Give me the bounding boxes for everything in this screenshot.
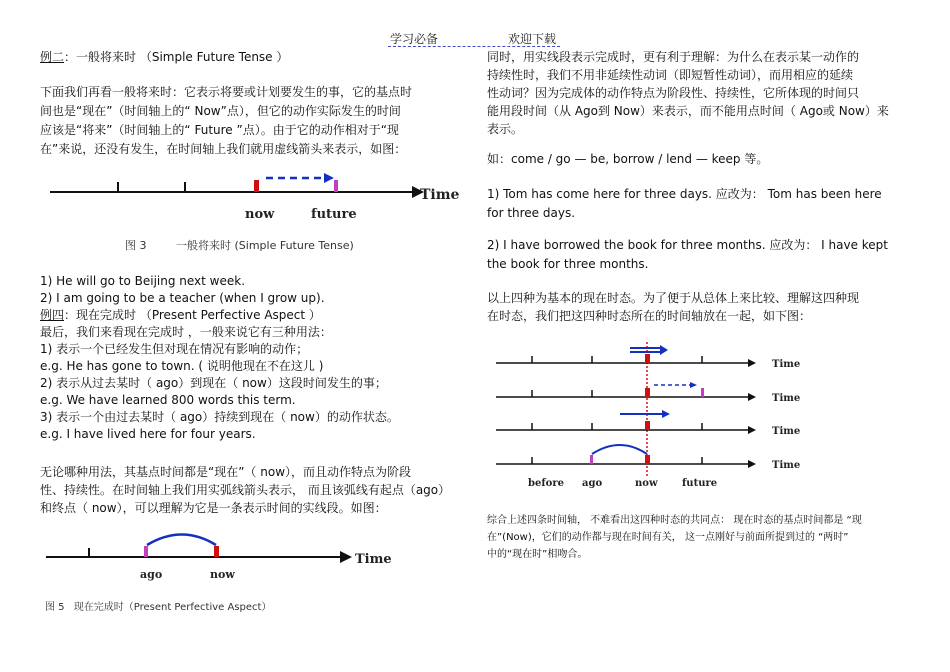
example-line: 2) I have borrowed the book for three months. 应改为： I have kept	[487, 238, 888, 252]
para-line: 综合上述四条时间轴， 不难看出这四种时态的共同点： 现在时态的基点时间都是 “现	[487, 515, 862, 526]
now-marker	[645, 388, 650, 397]
future-marker	[334, 180, 338, 192]
para-line: 和终点（ now），可以理解为它是一条表示时间的实线段。如图：	[40, 501, 387, 515]
label-before: before	[528, 478, 564, 489]
axis-arrowhead	[748, 393, 756, 401]
right-example-1	[487, 185, 882, 223]
header-left: 学习必备	[390, 32, 439, 46]
now-label: now	[245, 207, 275, 222]
usage-line: e.g. We have learned 800 words this term.	[40, 393, 296, 407]
double-arrowhead	[660, 345, 668, 355]
axis-arrowhead	[748, 359, 756, 367]
usage-line: 3) 表示一个由过去某时（ ago）持续到现在（ now）的动作状态。	[40, 410, 399, 424]
dashed-arrowhead	[324, 173, 334, 183]
future-label: future	[311, 207, 357, 222]
right-example-2	[487, 236, 888, 274]
figure-3-caption	[125, 237, 354, 253]
figure-5-timeline	[40, 530, 400, 586]
example4-title-text: ：现在完成时 （Present Perfective Aspect ）	[64, 308, 321, 322]
para-line: 能用段时间（从 Ago到 Now）来表示，而不能用点时间（ Ago或 Now）来	[487, 104, 889, 118]
ago-marker	[144, 546, 148, 557]
para-line: 以上四种为基本的现在时态。为了便于从总体上来比较、理解这四种现	[487, 291, 860, 305]
example4-title	[40, 307, 399, 324]
right-paragraph-1	[487, 48, 889, 138]
example2-title-text: ：一般将来时 （Simple Future Tense ）	[64, 50, 289, 64]
usage-line: e.g. I have lived here for four years.	[40, 427, 256, 441]
para-line: 在”(Now)，它们的动作都与现在时间有关， 这一点刚好与前面所提到过的 “两时”	[487, 532, 849, 543]
para-line: 表示。	[487, 122, 524, 136]
perfect-paragraph	[40, 463, 450, 517]
para-line: 应该是“将来”（时间轴上的“ Future ”点）。由于它的动作相对于“现	[40, 123, 399, 137]
figure-3-text: 一般将来时 (Simple Future Tense)	[176, 239, 354, 252]
page-header	[388, 30, 560, 47]
header-right: 欢迎下载	[508, 32, 557, 46]
usage-line: 1) 表示一个已经发生但对现在情况有影响的动作；	[40, 342, 309, 356]
axis-arrowhead	[748, 426, 756, 434]
label-now: now	[635, 478, 658, 489]
axis-3-time: Time	[772, 426, 801, 437]
future-examples	[40, 273, 399, 443]
now-marker	[254, 180, 259, 192]
axis-arrowhead	[340, 551, 352, 563]
para-line: 间也是“现在”（时间轴上的“ Now”点），但它的动作实际发生的时间	[40, 104, 401, 118]
combined-timelines-figure	[490, 340, 840, 495]
axis-1-time: Time	[772, 359, 801, 370]
now-marker	[214, 546, 219, 557]
dashed-arrowhead	[690, 382, 697, 388]
summary-paragraph	[487, 512, 862, 563]
example-line: for three days.	[487, 206, 576, 220]
right-paragraph-2	[487, 289, 859, 325]
axis-4-time: Time	[772, 460, 801, 471]
figure-5-text: 现在完成时（Present Perfective Aspect）	[73, 602, 272, 613]
future-marker	[701, 388, 704, 397]
axis-arrowhead	[748, 460, 756, 468]
axis-2-time: Time	[772, 393, 801, 404]
future-intro-paragraph	[40, 83, 412, 159]
figure-5-number: 图 5	[45, 602, 65, 613]
figure-3-number: 图 3	[125, 239, 147, 252]
perfect-arc	[147, 535, 216, 546]
label-ago: ago	[582, 478, 603, 489]
para-line: 持续性时，我们不用非延续性动词（即短暂性动词），而用相应的延续	[487, 68, 854, 82]
para-line: 无论哪种用法，其基点时间都是“现在”（ now），而且动作特点为阶段	[40, 465, 412, 479]
now-marker	[645, 421, 650, 430]
ago-marker	[590, 455, 593, 464]
progressive-arrowhead	[662, 410, 670, 418]
time-label: Time	[355, 552, 392, 567]
perfect-intro: 最后，我们来看现在完成时 ，一般来说它有三种用法：	[40, 325, 332, 339]
para-line: 在”来说，还没有发生，在时间轴上我们就用虚线箭头来表示，如图：	[40, 142, 407, 156]
example4-label: 例四	[40, 308, 65, 322]
para-line: 同时，用实线段表示完成时，更有利于理解：为什么在表示某一动作的	[487, 50, 860, 64]
example2-title	[40, 50, 288, 65]
now-label: now	[210, 568, 235, 581]
example-line: 1) Tom has come here for three days. 应改为： Tom has been here	[487, 187, 882, 201]
para-line: 性动词？因为完成体的动作特点为阶段性、持续性，它所体现的时间只	[487, 86, 860, 100]
figure-5-caption	[45, 598, 271, 613]
usage-line: e.g. He has gone to town. ( 说明他现在不在这儿 )	[40, 359, 324, 373]
example-line: the book for three months.	[487, 257, 649, 271]
label-future: future	[682, 478, 718, 489]
now-marker	[645, 354, 650, 363]
example-line: 2) I am going to be a teacher (when I grow up).	[40, 291, 325, 305]
para-line: 下面我们再看一般将来时：它表示将要或计划要发生的事，它的基点时	[40, 85, 413, 99]
para-line: 性、持续性。在时间轴上我们用实弧线箭头表示， 而且该弧线有起点（ago）	[40, 483, 451, 497]
time-label: Time	[420, 187, 460, 203]
para-line: 在时态，我们把这四种时态所在的时间轴放在一起，如下图：	[487, 309, 812, 323]
now-marker	[645, 455, 650, 464]
perfect-arc	[592, 445, 647, 454]
usage-line: 2) 表示从过去某时（ ago）到现在（ now）这段时间发生的事；	[40, 376, 387, 390]
figure-3-timeline	[40, 168, 460, 230]
para-line: 中的“现在时”相吻合。	[487, 549, 588, 560]
example-line: 1) He will go to Beijing next week.	[40, 274, 246, 288]
example2-label: 例二	[40, 50, 65, 64]
verb-examples: 如：come / go — be, borrow / lend — keep 等。	[487, 152, 769, 166]
ago-label: ago	[140, 568, 163, 581]
